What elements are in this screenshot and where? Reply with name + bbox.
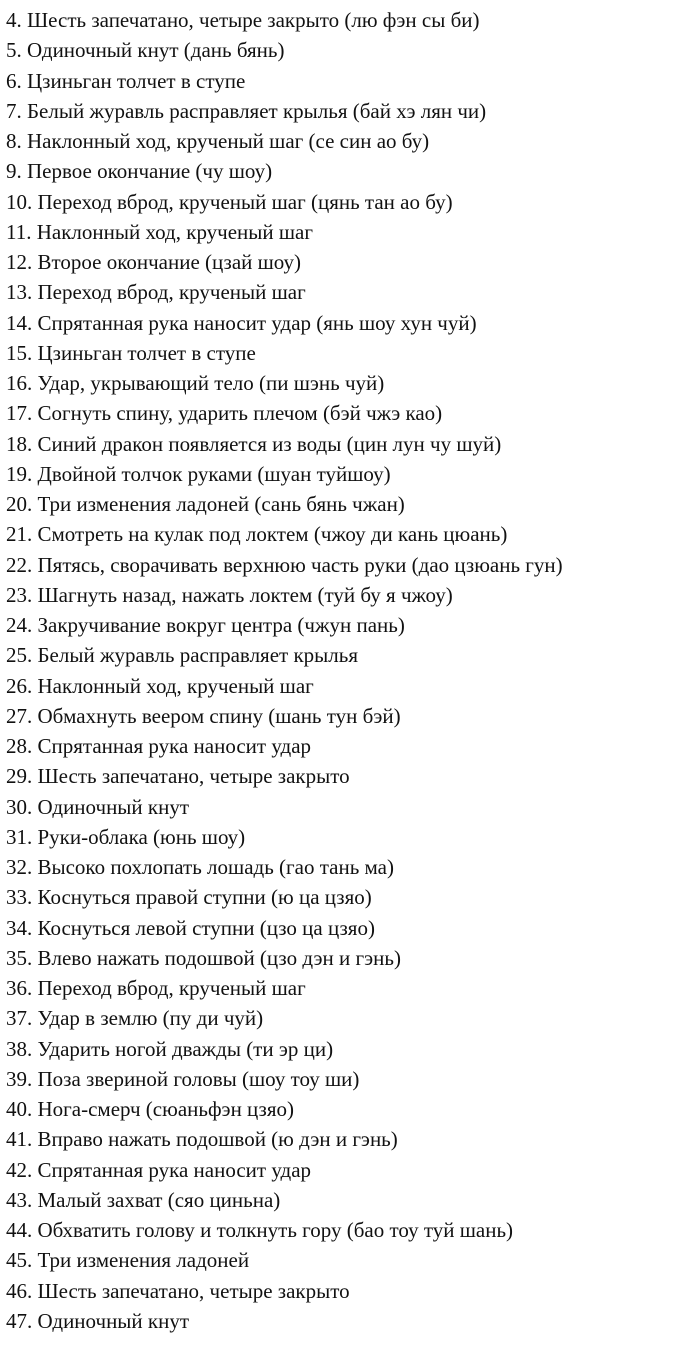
list-item: 25. Белый журавль расправляет крылья <box>6 643 358 668</box>
list-item: 41. Вправо нажать подошвой (ю дэн и гэнь) <box>6 1127 398 1152</box>
list-item: 47. Одиночный кнут <box>6 1308 190 1333</box>
list-item: 9. Первое окончание (чу шоу) <box>6 159 273 184</box>
list-item: 16. Удар, укрывающий тело (пи шэнь чуй) <box>6 371 385 395</box>
list-item: 15. Цзиньган толчет в ступе <box>6 340 256 365</box>
list-item: 17. Согнуть спину, ударить плечом (бэй чжэ као) <box>6 401 443 426</box>
list-item: 4. Шесть запечатано, четыре закрыто (лю фэн сы би) <box>6 8 480 32</box>
list-item: 8. Наклонный ход, крученый шаг (се син ао бу) <box>6 129 430 153</box>
list-item: 7. Белый журавль расправляет крылья (бай хэ лян чи) <box>6 98 487 123</box>
list-item: 38. Ударить ногой дважды (ти эр ци) <box>6 1036 334 1061</box>
list-item: 10. Переход вброд, крученый шаг (цянь тан ао бу) <box>6 189 453 214</box>
list-item: 31. Руки-облака (юнь шоу) <box>6 824 246 849</box>
movement-list <box>6 5 688 1336</box>
list-item: 22. Пятясь, сворачивать верхнюю часть руки (дао цзюань гун) <box>6 552 563 577</box>
list-item: 46. Шесть запечатано, четыре закрыто <box>6 1278 350 1303</box>
list-item: 5. Одиночный кнут (дань бянь) <box>6 38 285 63</box>
list-item: 27. Обмахнуть веером спину (шань тун бэй) <box>6 703 401 728</box>
list-item: 12. Второе окончание (цзай шоу) <box>6 250 301 274</box>
list-item: 20. Три изменения ладоней (сань бянь чжан) <box>6 492 405 516</box>
list-item: 30. Одиночный кнут <box>6 794 190 819</box>
list-item: 43. Малый захват (сяо циньна) <box>6 1187 281 1212</box>
list-item: 42. Спрятанная рука наносит удар <box>6 1157 312 1182</box>
list-item: 36. Переход вброд, крученый шаг <box>6 976 306 1000</box>
list-item: 39. Поза звериной головы (шоу тоу ши) <box>6 1066 360 1091</box>
list-item: 44. Обхватить голову и толкнуть гору (бао тоу туй шань) <box>6 1218 514 1242</box>
list-item: 13. Переход вброд, крученый шаг <box>6 280 306 305</box>
list-item: 29. Шесть запечатано, четыре закрыто <box>6 764 350 789</box>
list-item: 14. Спрятанная рука наносит удар (янь шоу хун чуй) <box>6 310 477 335</box>
list-item: 26. Наклонный ход, крученый шаг <box>6 673 314 698</box>
list-item: 6. Цзиньган толчет в ступе <box>6 68 246 93</box>
list-item: 40. Нога-смерч (сюаньфэн цзяо) <box>6 1097 295 1121</box>
list-item: 32. Высоко похлопать лошадь (гао тань ма) <box>6 855 394 879</box>
list-item: 35. Влево нажать подошвой (цзо дэн и гэнь) <box>6 945 401 970</box>
list-item: 23. Шагнуть назад, нажать локтем (туй бу я чжоу) <box>6 582 453 607</box>
list-item: 24. Закручивание вокруг центра (чжун пань) <box>6 613 405 637</box>
list-item: 33. Коснуться правой ступни (ю ца цзяо) <box>6 885 372 910</box>
list-item: 28. Спрятанная рука наносит удар <box>6 734 312 758</box>
list-item: 11. Наклонный ход, крученый шаг <box>6 219 313 244</box>
list-item: 21. Смотреть на кулак под локтем (чжоу ди кань цюань) <box>6 522 508 547</box>
list-item: 45. Три изменения ладоней <box>6 1248 250 1273</box>
list-item: 19. Двойной толчок руками (шуан туйшоу) <box>6 461 391 486</box>
list-item: 18. Синий дракон появляется из воды (цин лун чу шуй) <box>6 431 502 456</box>
list-item: 37. Удар в землю (пу ди чуй) <box>6 1006 264 1031</box>
list-item: 34. Коснуться левой ступни (цзо ца цзяо) <box>6 915 375 940</box>
